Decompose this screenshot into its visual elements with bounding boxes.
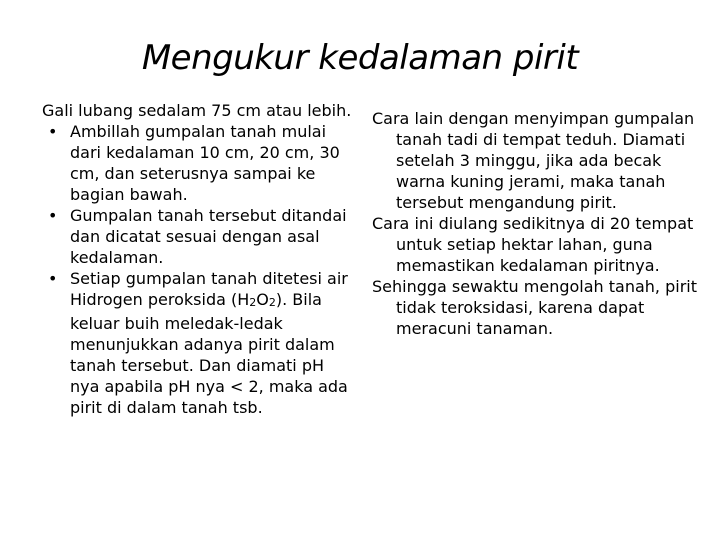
subscript-2: 2 (249, 296, 257, 309)
right-paragraph-3: Sehingga sewaktu mengolah tanah, pirit tidak teroksidasi, karena dapat meracuni tanaman. (372, 277, 697, 338)
bullet-marker: • (48, 122, 58, 141)
bullet-text-3-before: Setiap gumpalan tanah ditetesi air Hidrogen peroksida (H (70, 269, 348, 309)
oxygen-symbol: O (256, 290, 269, 309)
bullet-item-3 (42, 268, 354, 418)
bullet-marker: • (48, 206, 58, 225)
slide-title: Mengukur kedalaman pirit (141, 38, 579, 78)
bullet-text-3 (70, 269, 348, 417)
intro-paragraph: Gali lubang sedalam 75 cm atau lebih. (42, 101, 352, 120)
bullet-text-1: Ambillah gumpalan tanah mulai dari kedalaman 10 cm, 20 cm, 30 cm, dan seterusnya sampai ke bagian bawah. (70, 122, 340, 204)
bullet-text-2: Gumpalan tanah tersebut ditandai dan dicatat sesuai dengan asal kedalaman. (70, 206, 347, 267)
bullet-text-3-after: ). Bila keluar buih meledak-ledak menunjukkan adanya pirit dalam tanah tersebut. Dan diamati pH nya apabila pH nya < 2, maka ada pirit di dalam tanah tsb. (70, 290, 348, 417)
bullet-marker: • (48, 269, 58, 288)
bullet-item-1 (42, 121, 354, 205)
bullet-item-2 (42, 205, 354, 268)
right-paragraph-2: Cara ini diulang sedikitnya di 20 tempat untuk setiap hektar lahan, guna memastikan kedalaman piritnya. (372, 214, 694, 275)
right-column (372, 108, 702, 339)
subscript-2: 2 (268, 296, 276, 309)
right-paragraph-1: Cara lain dengan menyimpan gumpalan tanah tadi di tempat teduh. Diamati setelah 3 minggu, jika ada becak warna kuning jerami, maka tanah tersebut mengandung pirit. (372, 109, 695, 212)
left-column (42, 100, 354, 418)
